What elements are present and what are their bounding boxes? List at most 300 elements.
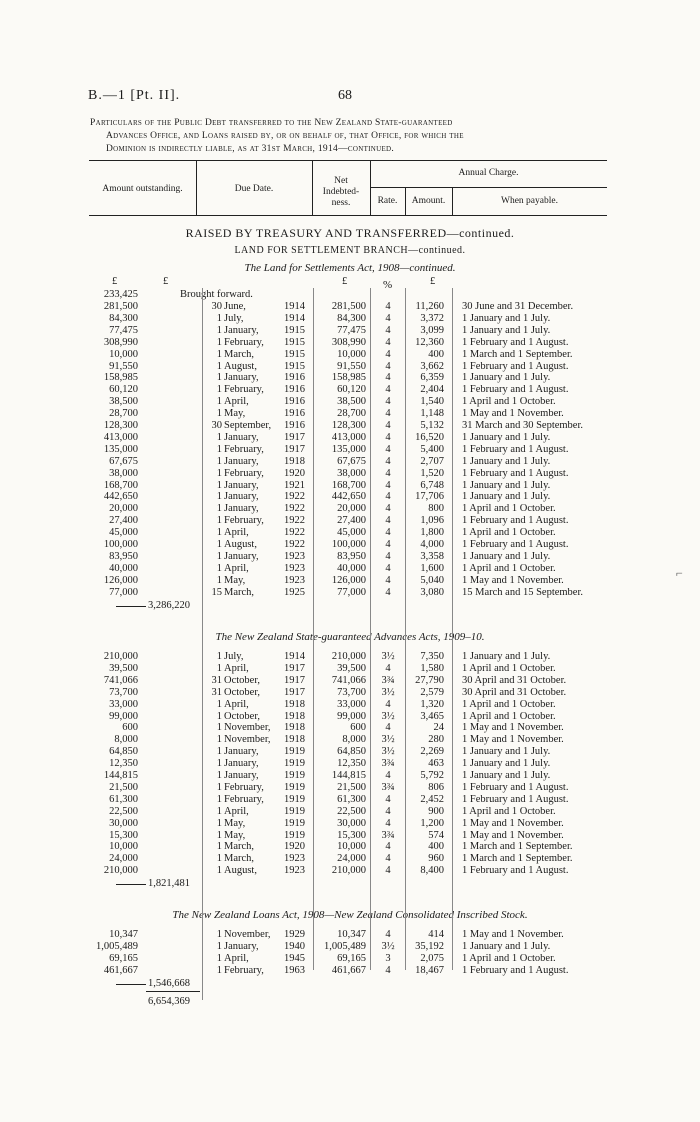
annual-amount: 400 bbox=[428, 348, 444, 360]
col-amount-outstanding: Amount outstanding. bbox=[102, 184, 183, 194]
due-day: 1 bbox=[216, 479, 222, 491]
due-year: 1917 bbox=[284, 686, 305, 698]
group-total: 1,546,668 bbox=[148, 977, 190, 989]
due-month: February, bbox=[224, 781, 264, 793]
rate: 4 bbox=[385, 698, 391, 710]
due-year: 1945 bbox=[284, 952, 305, 964]
due-year: 1919 bbox=[284, 805, 305, 817]
total-rule bbox=[116, 884, 146, 885]
net-indebtedness: 600 bbox=[350, 722, 366, 734]
due-year: 1919 bbox=[284, 817, 305, 829]
annual-amount: 16,520 bbox=[415, 431, 444, 443]
when-payable: 1 April and 1 October. bbox=[462, 503, 556, 515]
due-year: 1919 bbox=[284, 758, 305, 770]
when-payable: 1 February and 1 August. bbox=[462, 964, 569, 976]
when-payable: 1 April and 1 October. bbox=[462, 662, 556, 674]
table-row bbox=[0, 853, 700, 865]
due-month: March, bbox=[224, 841, 255, 853]
amount-outstanding: 91,550 bbox=[109, 360, 138, 372]
due-month: August, bbox=[224, 360, 257, 372]
due-year: 1922 bbox=[284, 539, 305, 550]
annual-amount: 1,320 bbox=[420, 698, 444, 710]
due-year: 1923 bbox=[284, 550, 305, 562]
annual-amount: 280 bbox=[428, 734, 444, 746]
due-day: 1 bbox=[216, 770, 222, 781]
net-indebtedness: 28,700 bbox=[337, 408, 366, 420]
table-row bbox=[0, 818, 700, 830]
annual-amount: 5,792 bbox=[420, 770, 444, 781]
when-payable: 1 January and 1 July. bbox=[462, 479, 551, 491]
due-day: 1 bbox=[216, 515, 222, 527]
due-month: January, bbox=[224, 324, 259, 336]
due-year: 1918 bbox=[284, 734, 305, 746]
when-payable: 1 January and 1 July. bbox=[462, 455, 551, 467]
net-indebtedness: 210,000 bbox=[331, 865, 366, 877]
annual-amount: 806 bbox=[428, 781, 444, 793]
section-heading: RAISED BY TREASURY AND TRANSFERRED—continued. bbox=[185, 226, 515, 240]
amount-outstanding: 38,500 bbox=[109, 396, 138, 408]
due-month: March, bbox=[224, 853, 255, 865]
due-day: 1 bbox=[216, 698, 222, 710]
rate: 4 bbox=[385, 515, 391, 527]
rate: 4 bbox=[385, 396, 391, 408]
annual-amount: 27,790 bbox=[415, 674, 444, 686]
table-row bbox=[0, 480, 700, 492]
when-payable: 1 April and 1 October. bbox=[462, 698, 556, 710]
amount-outstanding: 39,500 bbox=[109, 662, 138, 674]
rate: 4 bbox=[385, 384, 391, 396]
due-day: 1 bbox=[216, 952, 222, 964]
due-year: 1919 bbox=[284, 793, 305, 805]
due-year: 1920 bbox=[284, 467, 305, 479]
due-day: 1 bbox=[216, 455, 222, 467]
net-indebtedness: 461,667 bbox=[331, 964, 366, 976]
page-series-label: B.—1 [Pt. II]. bbox=[88, 88, 181, 103]
when-payable: 1 January and 1 July. bbox=[462, 758, 551, 770]
rate: 4 bbox=[385, 348, 391, 360]
due-year: 1923 bbox=[284, 574, 305, 586]
when-payable: 1 March and 1 September. bbox=[462, 348, 573, 360]
due-day: 1 bbox=[216, 312, 222, 324]
due-day: 1 bbox=[216, 443, 222, 455]
net-indebtedness: 84,300 bbox=[337, 312, 366, 324]
due-year: 1917 bbox=[284, 662, 305, 674]
annual-amount: 5,400 bbox=[420, 443, 444, 455]
amount-outstanding: 10,347 bbox=[109, 929, 138, 940]
when-payable: 1 May and 1 November. bbox=[462, 929, 564, 940]
table-row bbox=[0, 515, 700, 527]
due-year: 1916 bbox=[284, 384, 305, 396]
due-day: 1 bbox=[216, 746, 222, 758]
due-month: April, bbox=[224, 698, 249, 710]
when-payable: 1 February and 1 August. bbox=[462, 781, 569, 793]
when-payable: 1 January and 1 July. bbox=[462, 372, 551, 384]
net-indebtedness: 158,985 bbox=[331, 372, 366, 384]
grand-total: 6,654,369 bbox=[148, 995, 190, 1007]
grand-total-rule bbox=[146, 991, 200, 992]
net-indebtedness: 10,000 bbox=[337, 348, 366, 360]
due-month: January, bbox=[224, 372, 259, 384]
due-month: April, bbox=[224, 562, 249, 574]
due-year: 1916 bbox=[284, 420, 305, 431]
due-year: 1922 bbox=[284, 527, 305, 539]
annual-amount: 1,148 bbox=[420, 408, 444, 420]
amount-outstanding: 38,000 bbox=[109, 467, 138, 479]
net-indebtedness: 20,000 bbox=[337, 503, 366, 515]
due-year: 1925 bbox=[284, 586, 305, 598]
annual-amount: 3,662 bbox=[420, 360, 444, 372]
table-row bbox=[0, 782, 700, 794]
due-day: 1 bbox=[216, 491, 222, 503]
due-year: 1922 bbox=[284, 515, 305, 527]
when-payable: 1 March and 1 September. bbox=[462, 853, 573, 865]
table-row bbox=[0, 432, 700, 444]
due-month: January, bbox=[224, 770, 259, 781]
rate: 4 bbox=[385, 722, 391, 734]
due-month: February, bbox=[224, 515, 264, 527]
amount-outstanding: 1,005,489 bbox=[96, 940, 138, 952]
table-row bbox=[0, 722, 700, 734]
net-indebtedness: 40,000 bbox=[337, 562, 366, 574]
rate: 4 bbox=[385, 336, 391, 348]
due-day: 1 bbox=[216, 734, 222, 746]
brought-forward-label: Brought forward. bbox=[180, 289, 253, 300]
net-indebtedness: 38,000 bbox=[337, 467, 366, 479]
brought-forward-row bbox=[0, 289, 700, 301]
table-row bbox=[0, 865, 700, 877]
due-year: 1917 bbox=[284, 443, 305, 455]
amount-outstanding: 281,500 bbox=[103, 301, 138, 312]
table-title-line-2: Advances Office, and Loans raised by, or on behalf of, that Office, for which the bbox=[106, 131, 464, 141]
annual-amount: 400 bbox=[428, 841, 444, 853]
due-month: April, bbox=[224, 952, 249, 964]
rate: 3½ bbox=[381, 734, 395, 746]
due-day: 1 bbox=[216, 829, 222, 841]
unit-rate: % bbox=[383, 279, 393, 291]
rate: 4 bbox=[385, 662, 391, 674]
amount-outstanding: 69,165 bbox=[109, 952, 138, 964]
table-row bbox=[0, 468, 700, 480]
due-year: 1916 bbox=[284, 372, 305, 384]
annual-amount: 2,579 bbox=[420, 686, 444, 698]
due-month: June, bbox=[224, 301, 246, 312]
net-indebtedness: 135,000 bbox=[331, 443, 366, 455]
net-indebtedness: 27,400 bbox=[337, 515, 366, 527]
due-day: 1 bbox=[216, 574, 222, 586]
due-month: July, bbox=[224, 312, 244, 324]
due-month: January, bbox=[224, 503, 259, 515]
when-payable: 1 February and 1 August. bbox=[462, 360, 569, 372]
amount-outstanding: 64,850 bbox=[109, 746, 138, 758]
amount-outstanding: 210,000 bbox=[103, 865, 138, 877]
column-rule bbox=[313, 288, 314, 970]
due-month: May, bbox=[224, 574, 246, 586]
net-indebtedness: 64,850 bbox=[337, 746, 366, 758]
due-year: 1940 bbox=[284, 940, 305, 952]
table-row bbox=[0, 587, 700, 599]
amount-outstanding: 15,300 bbox=[109, 829, 138, 841]
annual-amount: 8,400 bbox=[420, 865, 444, 877]
net-indebtedness: 281,500 bbox=[331, 301, 366, 312]
due-day: 1 bbox=[216, 527, 222, 539]
col-due-date: Due Date. bbox=[234, 184, 274, 194]
annual-amount: 960 bbox=[428, 853, 444, 865]
net-indebtedness: 22,500 bbox=[337, 805, 366, 817]
when-payable: 1 April and 1 October. bbox=[462, 710, 556, 722]
when-payable: 1 January and 1 July. bbox=[462, 746, 551, 758]
amount-outstanding: 126,000 bbox=[103, 574, 138, 586]
due-day: 1 bbox=[216, 817, 222, 829]
annual-amount: 3,080 bbox=[420, 586, 444, 598]
amount-outstanding: 24,000 bbox=[109, 853, 138, 865]
amount-outstanding: 83,950 bbox=[109, 550, 138, 562]
due-day: 1 bbox=[216, 348, 222, 360]
annual-amount: 5,040 bbox=[420, 574, 444, 586]
annual-amount: 3,099 bbox=[420, 324, 444, 336]
due-year: 1917 bbox=[284, 431, 305, 443]
amount-outstanding: 100,000 bbox=[103, 539, 138, 550]
amount-outstanding: 20,000 bbox=[109, 503, 138, 515]
table-row bbox=[0, 770, 700, 782]
when-payable: 1 May and 1 November. bbox=[462, 829, 564, 841]
rate: 4 bbox=[385, 455, 391, 467]
net-indebtedness: 8,000 bbox=[342, 734, 366, 746]
rate: 4 bbox=[385, 929, 391, 940]
table-row bbox=[0, 563, 700, 575]
net-indebtedness: 741,066 bbox=[331, 674, 366, 686]
when-payable: 1 April and 1 October. bbox=[462, 527, 556, 539]
amount-outstanding: 73,700 bbox=[109, 686, 138, 698]
due-year: 1914 bbox=[284, 301, 305, 312]
due-day: 1 bbox=[216, 408, 222, 420]
due-day: 30 bbox=[211, 301, 222, 312]
due-month: February, bbox=[224, 443, 264, 455]
when-payable: 31 March and 30 September. bbox=[462, 420, 584, 431]
annual-amount: 3,372 bbox=[420, 312, 444, 324]
due-year: 1923 bbox=[284, 562, 305, 574]
net-indebtedness: 15,300 bbox=[337, 829, 366, 841]
net-indebtedness: 100,000 bbox=[331, 539, 366, 550]
rate: 3¾ bbox=[381, 781, 395, 793]
annual-amount: 574 bbox=[428, 829, 444, 841]
net-indebtedness: 413,000 bbox=[331, 431, 366, 443]
amount-outstanding: 8,000 bbox=[114, 734, 138, 746]
due-year: 1923 bbox=[284, 865, 305, 877]
due-month: March, bbox=[224, 348, 255, 360]
rate: 4 bbox=[385, 491, 391, 503]
table-row bbox=[0, 551, 700, 563]
due-month: January, bbox=[224, 431, 259, 443]
column-rule bbox=[370, 288, 371, 970]
when-payable: 1 May and 1 November. bbox=[462, 574, 564, 586]
rate: 4 bbox=[385, 793, 391, 805]
rate: 4 bbox=[385, 443, 391, 455]
amount-outstanding: 60,120 bbox=[109, 384, 138, 396]
when-payable: 1 February and 1 August. bbox=[462, 384, 569, 396]
net-indebtedness: 67,675 bbox=[337, 455, 366, 467]
amount-outstanding: 442,650 bbox=[103, 491, 138, 503]
amount-outstanding: 22,500 bbox=[109, 805, 138, 817]
table-title-line-1: Particulars of the Public Debt transferred to the New Zealand State-guaranteed bbox=[90, 118, 453, 128]
due-month: January, bbox=[224, 746, 259, 758]
table-row bbox=[0, 503, 700, 515]
rate: 4 bbox=[385, 420, 391, 431]
due-year: 1929 bbox=[284, 929, 305, 940]
amount-outstanding: 28,700 bbox=[109, 408, 138, 420]
amount-outstanding: 600 bbox=[122, 722, 138, 734]
table-row bbox=[0, 313, 700, 325]
due-year: 1922 bbox=[284, 503, 305, 515]
due-month: August, bbox=[224, 865, 257, 877]
rate: 4 bbox=[385, 431, 391, 443]
rate: 4 bbox=[385, 467, 391, 479]
amount-outstanding: 135,000 bbox=[103, 443, 138, 455]
due-year: 1918 bbox=[284, 698, 305, 710]
due-month: April, bbox=[224, 805, 249, 817]
net-indebtedness: 39,500 bbox=[337, 662, 366, 674]
when-payable: 1 May and 1 November. bbox=[462, 734, 564, 746]
due-year: 1915 bbox=[284, 324, 305, 336]
due-day: 1 bbox=[216, 940, 222, 952]
annual-amount: 3,358 bbox=[420, 550, 444, 562]
when-payable: 1 April and 1 October. bbox=[462, 396, 556, 408]
net-indebtedness: 24,000 bbox=[337, 853, 366, 865]
when-payable: 15 March and 15 September. bbox=[462, 586, 584, 598]
rate: 3½ bbox=[381, 710, 395, 722]
amount-outstanding: 21,500 bbox=[109, 781, 138, 793]
amount-outstanding: 84,300 bbox=[109, 312, 138, 324]
annual-amount: 7,350 bbox=[420, 651, 444, 662]
due-day: 1 bbox=[216, 841, 222, 853]
table-row bbox=[0, 651, 700, 663]
annual-amount: 6,359 bbox=[420, 372, 444, 384]
due-day: 1 bbox=[216, 562, 222, 574]
amount-outstanding: 30,000 bbox=[109, 817, 138, 829]
unit-amount-1: £ bbox=[112, 276, 118, 287]
due-year: 1963 bbox=[284, 964, 305, 976]
due-month: January, bbox=[224, 455, 259, 467]
rate: 4 bbox=[385, 372, 391, 384]
due-month: April, bbox=[224, 662, 249, 674]
table-row bbox=[0, 711, 700, 723]
annual-amount: 1,600 bbox=[420, 562, 444, 574]
due-year: 1919 bbox=[284, 770, 305, 781]
when-payable: 1 February and 1 August. bbox=[462, 539, 569, 550]
due-year: 1922 bbox=[284, 491, 305, 503]
due-month: April, bbox=[224, 527, 249, 539]
net-indebtedness: 77,475 bbox=[337, 324, 366, 336]
table-row bbox=[0, 841, 700, 853]
due-year: 1915 bbox=[284, 348, 305, 360]
due-month: February, bbox=[224, 384, 264, 396]
rate: 3½ bbox=[381, 940, 395, 952]
net-indebtedness: 38,500 bbox=[337, 396, 366, 408]
due-year: 1918 bbox=[284, 710, 305, 722]
due-year: 1919 bbox=[284, 781, 305, 793]
net-indebtedness: 91,550 bbox=[337, 360, 366, 372]
when-payable: 1 January and 1 July. bbox=[462, 491, 551, 503]
due-year: 1921 bbox=[284, 479, 305, 491]
due-year: 1918 bbox=[284, 722, 305, 734]
due-year: 1916 bbox=[284, 408, 305, 420]
amount-outstanding: 308,990 bbox=[103, 336, 138, 348]
due-month: November, bbox=[224, 929, 271, 940]
amount-outstanding: 45,000 bbox=[109, 527, 138, 539]
due-day: 1 bbox=[216, 853, 222, 865]
col-amount: Amount. bbox=[411, 196, 446, 206]
amount-outstanding: 168,700 bbox=[103, 479, 138, 491]
rate: 4 bbox=[385, 770, 391, 781]
amount-outstanding: 33,000 bbox=[109, 698, 138, 710]
amount-outstanding: 144,815 bbox=[103, 770, 138, 781]
amount-outstanding: 40,000 bbox=[109, 562, 138, 574]
due-month: October, bbox=[224, 674, 261, 686]
when-payable: 1 April and 1 October. bbox=[462, 805, 556, 817]
when-payable: 1 January and 1 July. bbox=[462, 651, 551, 662]
amount-outstanding: 61,300 bbox=[109, 793, 138, 805]
due-day: 1 bbox=[216, 324, 222, 336]
annual-amount: 6,748 bbox=[420, 479, 444, 491]
annual-amount: 18,467 bbox=[415, 964, 444, 976]
due-month: February, bbox=[224, 336, 264, 348]
column-rule bbox=[405, 288, 406, 970]
column-rule bbox=[202, 288, 203, 1000]
when-payable: 1 January and 1 July. bbox=[462, 940, 551, 952]
net-indebtedness: 10,000 bbox=[337, 841, 366, 853]
due-month: October, bbox=[224, 686, 261, 698]
amount-outstanding: 741,066 bbox=[103, 674, 138, 686]
net-indebtedness: 30,000 bbox=[337, 817, 366, 829]
when-payable: 1 February and 1 August. bbox=[462, 515, 569, 527]
net-indebtedness: 99,000 bbox=[337, 710, 366, 722]
rate: 4 bbox=[385, 817, 391, 829]
rate: 4 bbox=[385, 360, 391, 372]
col-annual-charge: Annual Charge. bbox=[458, 168, 519, 178]
table-row bbox=[0, 361, 700, 373]
due-year: 1919 bbox=[284, 829, 305, 841]
annual-amount: 35,192 bbox=[415, 940, 444, 952]
when-payable: 1 May and 1 November. bbox=[462, 722, 564, 734]
annual-amount: 5,132 bbox=[420, 420, 444, 431]
rate: 3¾ bbox=[381, 758, 395, 770]
due-day: 1 bbox=[216, 929, 222, 940]
annual-amount: 1,096 bbox=[420, 515, 444, 527]
rate: 4 bbox=[385, 312, 391, 324]
net-indebtedness: 61,300 bbox=[337, 793, 366, 805]
net-indebtedness: 21,500 bbox=[337, 781, 366, 793]
col-rate: Rate. bbox=[377, 196, 398, 206]
branch-heading: LAND FOR SETTLEMENT BRANCH—continued. bbox=[234, 245, 466, 256]
due-day: 1 bbox=[216, 336, 222, 348]
due-month: November, bbox=[224, 722, 271, 734]
annual-amount: 11,260 bbox=[415, 301, 444, 312]
rate: 4 bbox=[385, 479, 391, 491]
amount-outstanding: 210,000 bbox=[103, 651, 138, 662]
total-rule bbox=[116, 606, 146, 607]
net-indebtedness: 83,950 bbox=[337, 550, 366, 562]
when-payable: 1 February and 1 August. bbox=[462, 467, 569, 479]
annual-amount: 4,000 bbox=[420, 539, 444, 550]
table-row bbox=[0, 830, 700, 842]
when-payable: 30 April and 31 October. bbox=[462, 686, 567, 698]
net-indebtedness: 144,815 bbox=[331, 770, 366, 781]
net-indebtedness: 168,700 bbox=[331, 479, 366, 491]
table-title-line-3: Dominion is indirectly liable, as at 31st March, 1914—continued. bbox=[106, 144, 395, 154]
due-year: 1917 bbox=[284, 674, 305, 686]
annual-amount: 800 bbox=[428, 503, 444, 515]
due-month: September, bbox=[224, 420, 272, 431]
unit-amount-2: £ bbox=[163, 276, 169, 287]
